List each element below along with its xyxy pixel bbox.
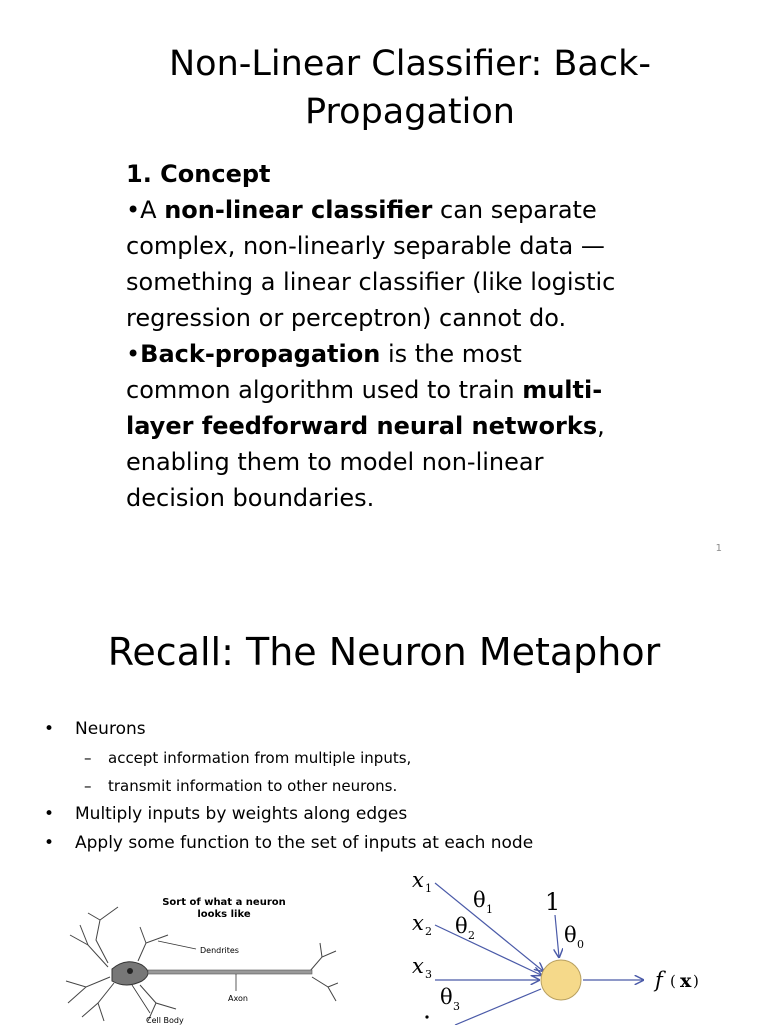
input-x1: x	[412, 868, 424, 892]
neuron-node	[541, 960, 581, 1000]
bullet-text: , enabling them to model non-linear decision boundaries.	[126, 412, 605, 512]
input-x1-sub: 1	[425, 882, 432, 895]
weight-theta3-sub: 3	[453, 1000, 460, 1013]
list-item	[44, 800, 724, 829]
list-item	[44, 829, 724, 858]
list-item	[44, 715, 724, 744]
slide-title: Non-Linear Classifier: Back-Propagation	[169, 44, 651, 132]
weight-theta1: θ	[473, 888, 486, 912]
list-item-text: Apply some function to the set of inputs at each node	[75, 833, 534, 853]
bullet-paragraph	[126, 336, 626, 516]
pointer-line	[158, 941, 196, 949]
nucleus-shape	[127, 968, 133, 974]
perceptron-diagram	[395, 865, 725, 1025]
dash-marker: –	[84, 749, 92, 767]
bullet-text: is the most common algorithm used to train	[126, 340, 523, 404]
bullet-text: A	[140, 196, 165, 224]
bias-edge	[555, 915, 559, 957]
bias-input: 1	[545, 888, 561, 916]
slide-2	[0, 580, 768, 1024]
input-x3-sub: 3	[425, 968, 432, 981]
bullet-marker: •	[126, 340, 141, 368]
section-heading: 1. Concept	[126, 160, 271, 188]
weight-theta1-sub: 1	[486, 903, 493, 916]
ellipsis-dot	[425, 1015, 428, 1018]
figure-caption: looks like	[197, 909, 251, 920]
input-x2: x	[412, 911, 424, 935]
dash-marker: –	[84, 777, 92, 795]
output-paren-open: (	[670, 972, 676, 990]
page-number: 1	[715, 543, 722, 554]
output-paren-close: )	[693, 972, 699, 990]
bold-term: non-linear classifier	[164, 196, 433, 224]
bullet-marker: •	[44, 833, 55, 853]
neuron-illustration	[38, 885, 338, 1025]
input-edge-2	[435, 925, 541, 975]
bullet-marker: •	[44, 804, 55, 824]
sub-list-item	[44, 744, 724, 772]
weight-theta2-sub: 2	[468, 929, 475, 942]
label-axon: Axon	[228, 994, 248, 1003]
bullet-marker: •	[44, 719, 55, 739]
weight-theta0: θ	[564, 923, 577, 947]
bold-term: multi-layer feedforward neural networks	[126, 376, 603, 440]
sub-item-text: transmit information to other neurons.	[108, 777, 398, 795]
sub-item-text: accept information from multiple inputs,	[108, 749, 412, 767]
input-edge-1	[435, 883, 543, 971]
bold-term: Back-propagation	[140, 340, 381, 368]
dendrite-lines	[66, 907, 338, 1021]
bullet-marker: •	[126, 196, 141, 224]
figure-caption: Sort of what a neuron	[162, 897, 286, 908]
slide-title: Recall: The Neuron Metaphor	[107, 630, 661, 674]
bullet-list	[44, 715, 724, 858]
list-item-text: Neurons	[75, 719, 146, 739]
label-cell-body: Cell Body	[146, 1016, 184, 1025]
slide-body	[126, 156, 626, 516]
bullet-text: can separate complex, non-linearly separable data — something a linear classifier (like logistic regression or perceptron) cannot do.	[126, 196, 616, 332]
axon-shape	[148, 970, 312, 974]
output-f: f	[655, 968, 663, 992]
weight-theta2: θ	[455, 914, 468, 938]
bullet-paragraph	[126, 192, 626, 336]
input-x2-sub: 2	[425, 925, 432, 938]
weight-theta0-sub: 0	[577, 938, 584, 951]
pointer-line	[132, 985, 150, 1013]
input-x3: x	[412, 954, 424, 978]
sub-list-item	[44, 772, 724, 800]
label-dendrites: Dendrites	[200, 946, 239, 955]
output-x: x	[680, 970, 692, 992]
weight-theta3: θ	[440, 985, 453, 1009]
input-edge-4	[455, 989, 541, 1025]
list-item-text: Multiply inputs by weights along edges	[75, 804, 408, 824]
